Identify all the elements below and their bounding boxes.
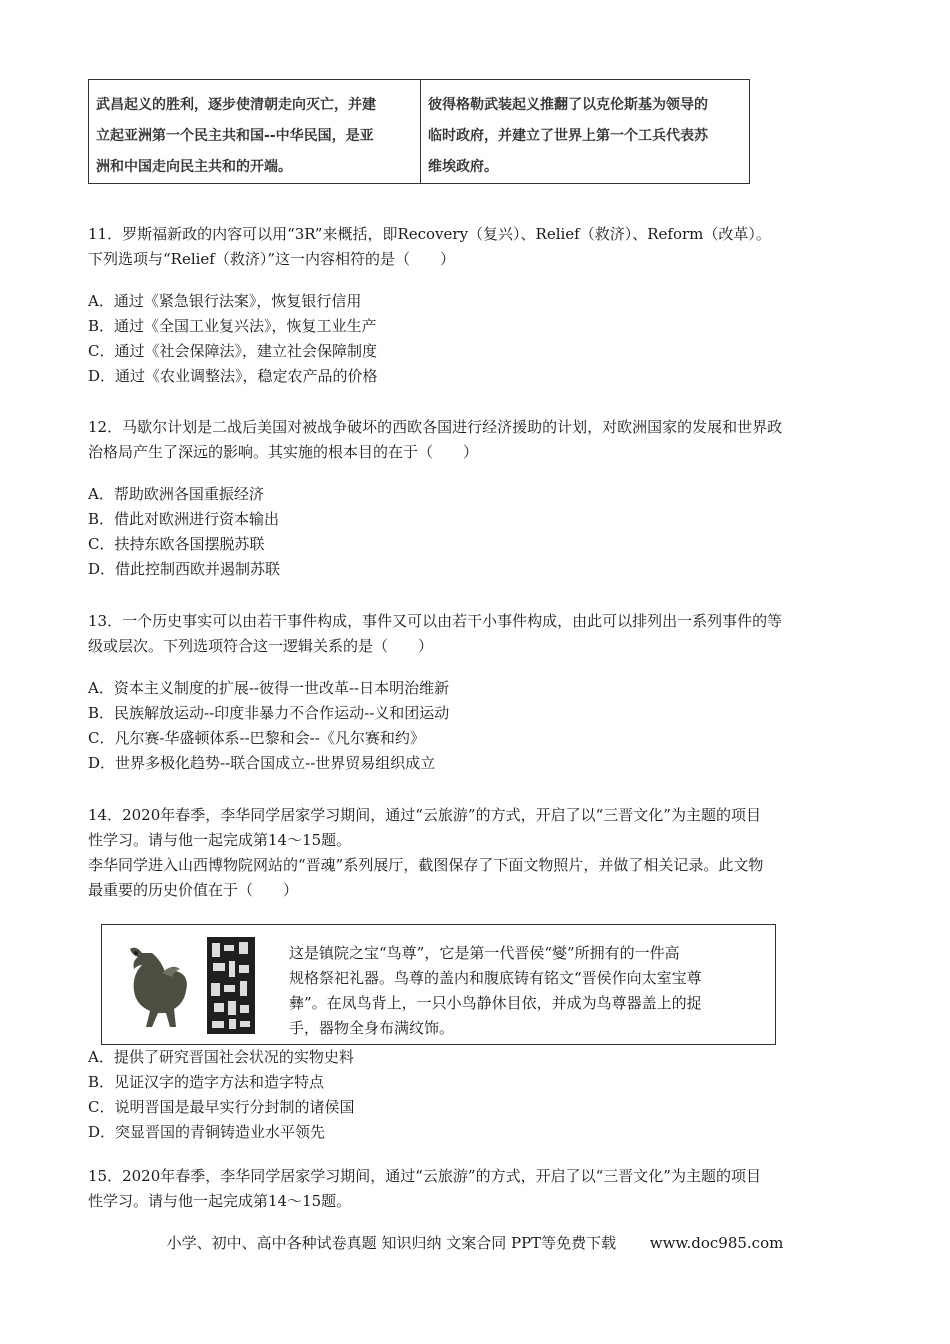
cell-line: 彼得格勒武装起义推翻了以克伦斯基为领导的	[428, 97, 708, 113]
question-13	[88, 609, 873, 776]
cell-line: 武昌起义的胜利，逐步使清朝走向灭亡，并建	[96, 97, 376, 113]
question-stem	[88, 803, 873, 903]
options-list	[88, 289, 873, 389]
page-footer	[0, 1232, 950, 1254]
relic-line: 手，器物全身布满纹饰。	[289, 1019, 455, 1037]
stem-line: 13．一个历史事实可以由若干事件构成，事件又可以由若干小事件构成，由此可以排列出一系列事件的等	[88, 612, 783, 630]
option-b[interactable]: B．民族解放运动--印度非暴力不合作运动--义和团运动	[88, 704, 450, 722]
relic-info-box	[101, 924, 776, 1045]
question-stem	[88, 415, 873, 465]
stem-line: 11．罗斯福新政的内容可以用“3R”来概括，即Recovery（复兴）、Relief（救济）、Reform（改革）。	[88, 225, 771, 243]
question-14	[88, 803, 873, 903]
cell-line: 立起亚洲第一个民主共和国--中华民国，是亚	[96, 128, 374, 144]
cell-line: 洲和中国走向民主共和的开端。	[96, 159, 292, 175]
option-c[interactable]: C．通过《社会保障法》，建立社会保障制度	[88, 342, 377, 360]
stem-line: 级或层次。下列选项符合这一逻辑关系的是（ ）	[88, 637, 434, 655]
question-15	[88, 1164, 873, 1214]
bronze-bird-vessel-and-inscription-icon	[112, 933, 262, 1038]
stem-line: 12．马歇尔计划是二战后美国对被战争破坏的西欧各国进行经济援助的计划，对欧洲国家的发展和世界政	[88, 418, 783, 436]
footer-text: 小学、初中、高中各种试卷真题 知识归纳 文案合同 PPT等免费下载	[166, 1234, 617, 1252]
option-d[interactable]: D．世界多极化趋势--联合国成立--世界贸易组织成立	[88, 754, 436, 772]
question-stem	[88, 222, 873, 272]
stem-line: 李华同学进入山西博物院网站的“晋魂”系列展厅，截图保存了下面文物照片，并做了相关记录。此文物	[88, 856, 764, 874]
option-d[interactable]: D．通过《农业调整法》，稳定农产品的价格	[88, 367, 378, 385]
stem-line: 性学习。请与他一起完成第14～15题。	[88, 1192, 352, 1210]
stem-line: 下列选项与“Relief（救济）”这一内容相符的是（ ）	[88, 250, 456, 268]
stem-line: 最重要的历史价值在于（ ）	[88, 881, 299, 899]
cell-line: 维埃政府。	[428, 159, 498, 175]
option-a[interactable]: A．帮助欧洲各国重振经济	[88, 485, 264, 503]
relic-description	[289, 941, 759, 1041]
question-stem	[88, 1164, 873, 1214]
relic-line: 这是镇院之宝“鸟尊”，它是第一代晋侯“燮”所拥有的一件高	[289, 944, 680, 962]
option-a[interactable]: A．通过《紧急银行法案》，恢复银行信用	[88, 292, 362, 310]
footer-url[interactable]: www.doc985.com	[649, 1234, 784, 1252]
option-b[interactable]: B．见证汉字的造字方法和造字特点	[88, 1073, 325, 1091]
relic-line: 规格祭祀礼器。鸟尊的盖内和腹底铸有铭文“晋侯作向太室宝尊	[289, 969, 702, 987]
stem-line: 15．2020年春季，李华同学居家学习期间，通过“云旅游”的方式，开启了以“三晋文化”为主题的项目	[88, 1167, 761, 1185]
option-c[interactable]: C．凡尔赛-华盛顿体系--巴黎和会--《凡尔赛和约》	[88, 729, 425, 747]
question-14-options	[88, 1045, 873, 1145]
options-list	[88, 482, 873, 582]
stem-line: 性学习。请与他一起完成第14～15题。	[88, 831, 352, 849]
question-stem	[88, 609, 873, 659]
option-b[interactable]: B．借此对欧洲进行资本输出	[88, 510, 280, 528]
comparison-table	[88, 79, 750, 184]
option-a[interactable]: A．提供了研究晋国社会状况的实物史料	[88, 1048, 354, 1066]
option-c[interactable]: C．扶持东欧各国摆脱苏联	[88, 535, 265, 553]
option-c[interactable]: C．说明晋国是最早实行分封制的诸侯国	[88, 1098, 355, 1116]
question-12	[88, 415, 873, 582]
option-d[interactable]: D．突显晋国的青铜铸造业水平领先	[88, 1123, 326, 1141]
stem-line: 14．2020年春季，李华同学居家学习期间，通过“云旅游”的方式，开启了以“三晋文化”为主题的项目	[88, 806, 761, 824]
comparison-cell-wuchang	[89, 80, 421, 183]
comparison-cell-petrograd	[421, 80, 749, 183]
relic-line: 彝”。在凤鸟背上，一只小鸟静休目依，并成为鸟尊器盖上的捉	[289, 994, 702, 1012]
options-list	[88, 676, 873, 776]
option-d[interactable]: D．借此控制西欧并遏制苏联	[88, 560, 281, 578]
option-a[interactable]: A．资本主义制度的扩展--彼得一世改革--日本明治维新	[88, 679, 450, 697]
cell-line: 临时政府，并建立了世界上第一个工兵代表苏	[428, 128, 708, 144]
question-11	[88, 222, 873, 389]
stem-line: 治格局产生了深远的影响。其实施的根本目的在于（ ）	[88, 443, 479, 461]
option-b[interactable]: B．通过《全国工业复兴法》，恢复工业生产	[88, 317, 377, 335]
